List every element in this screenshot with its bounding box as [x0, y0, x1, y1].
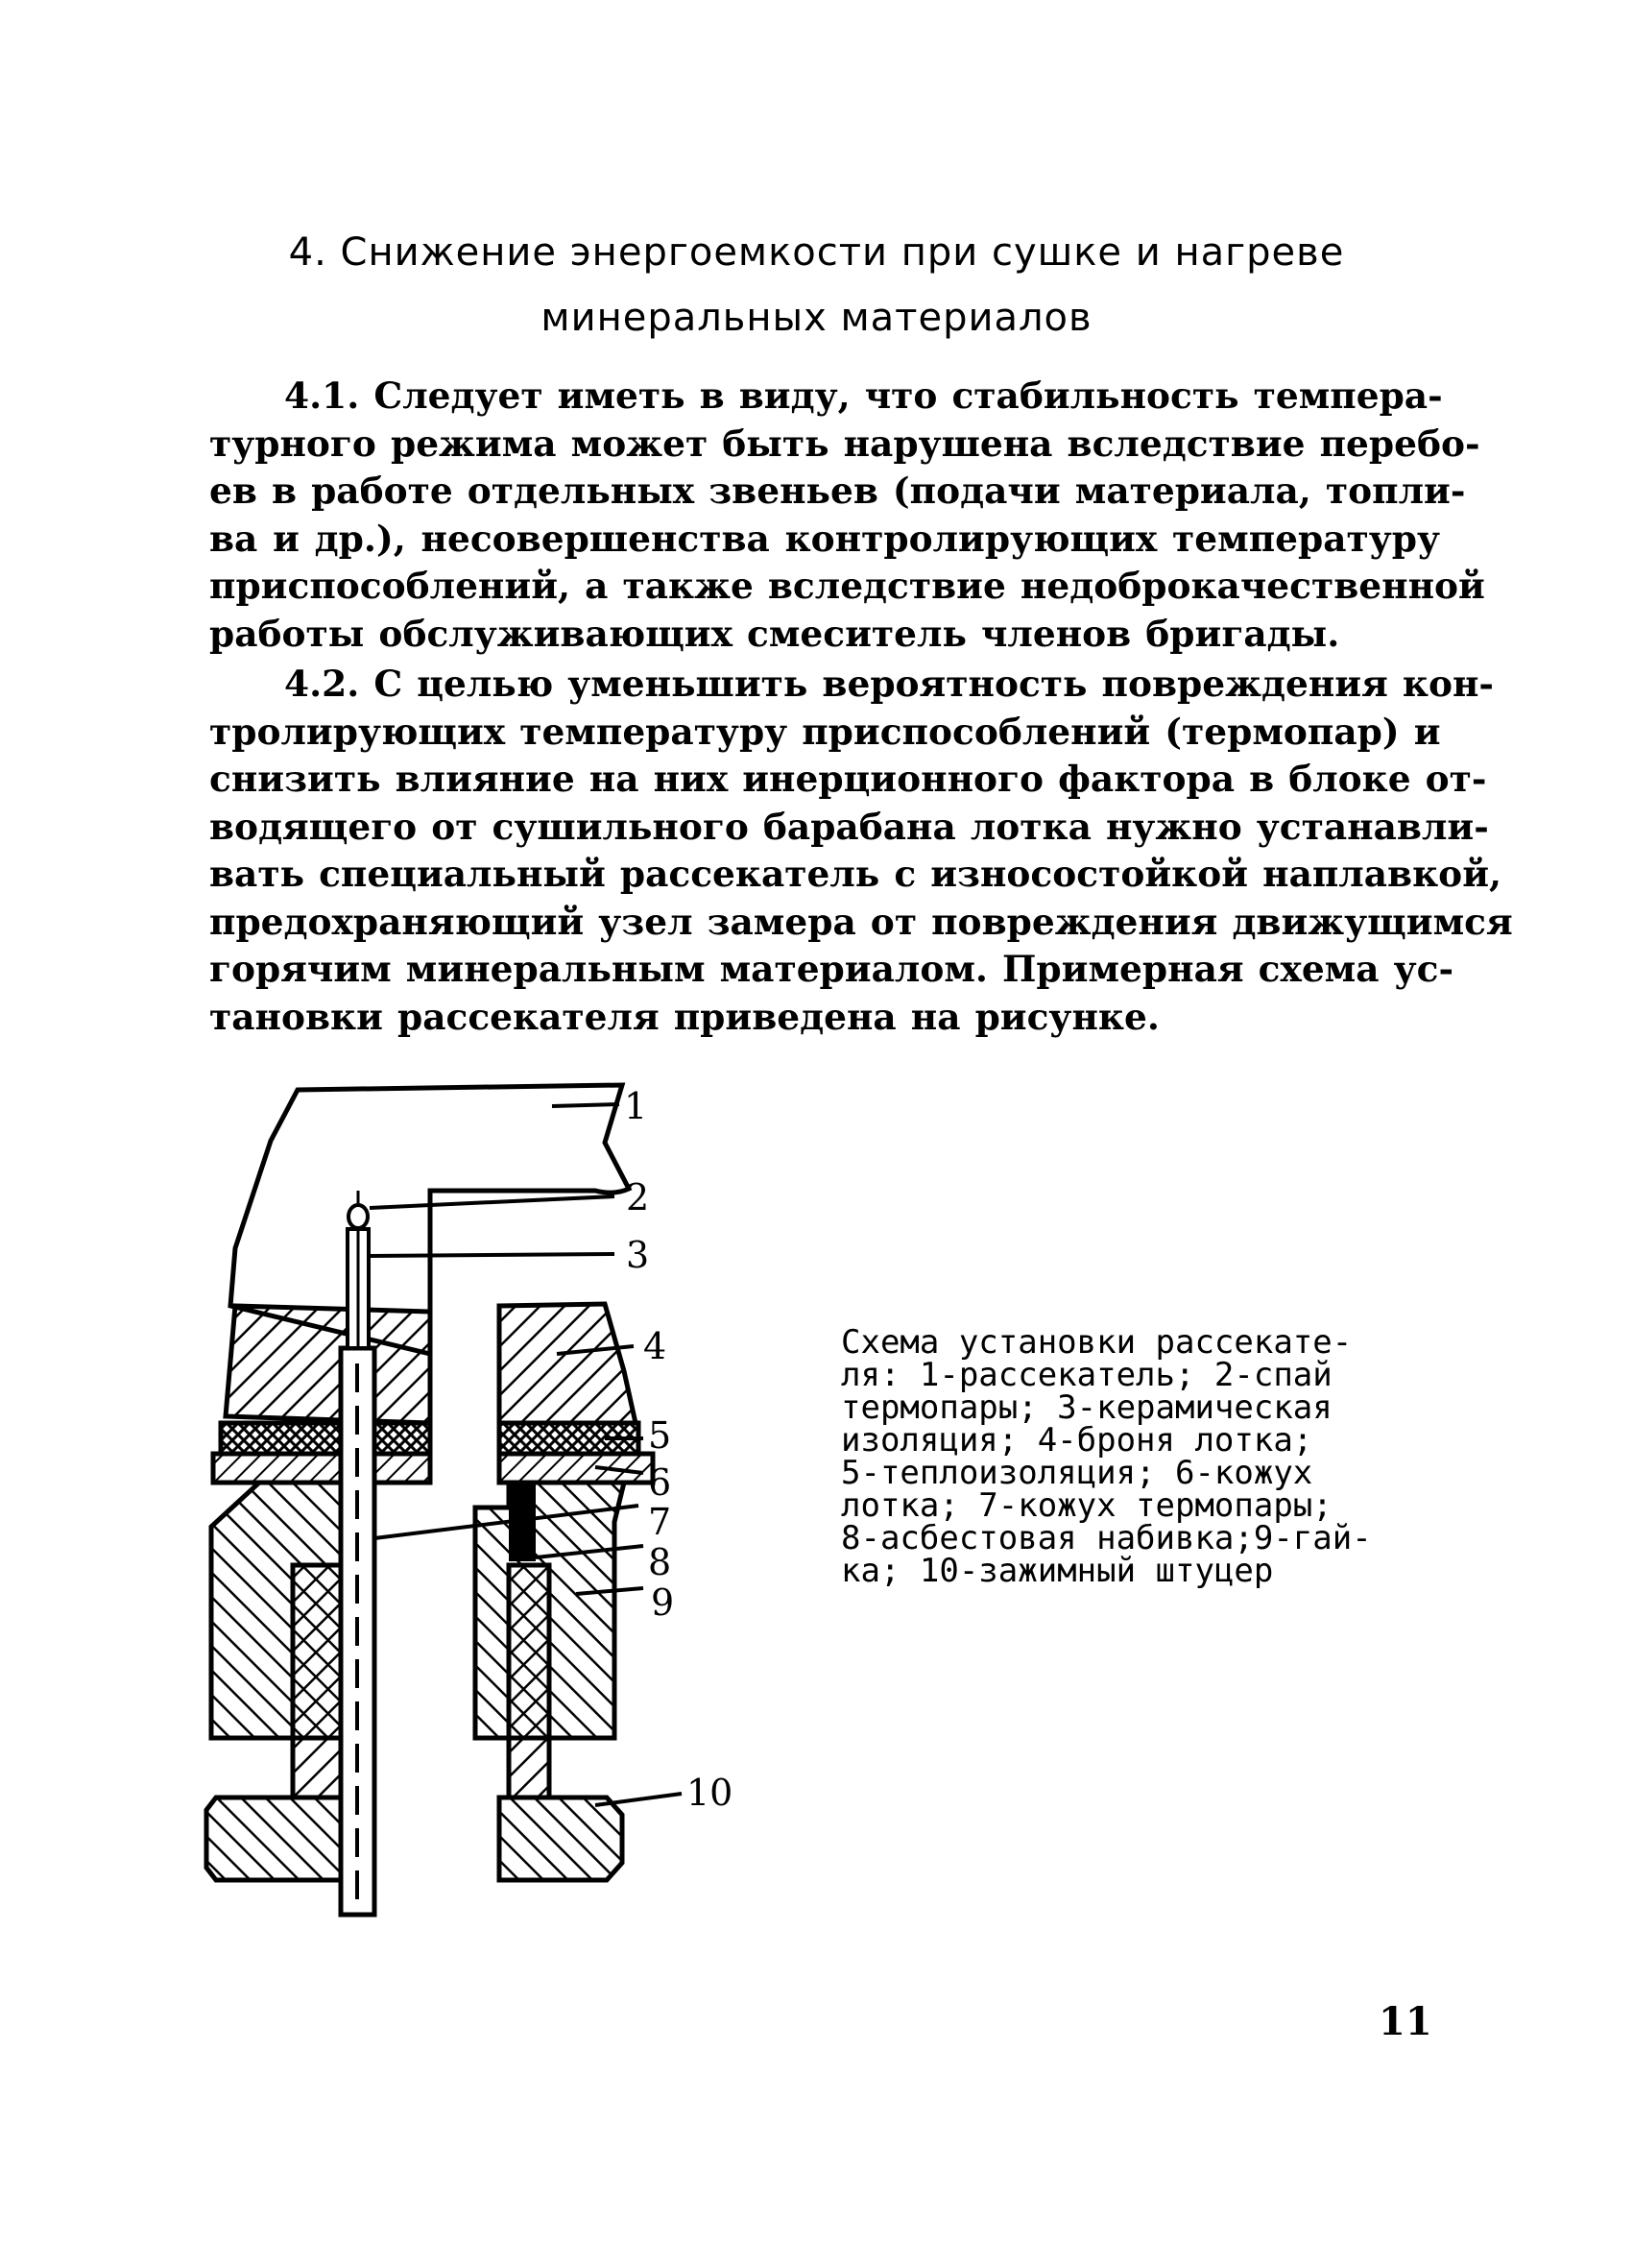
- thermal-insulation-part-5: [221, 1423, 430, 1454]
- part-label: 2: [626, 1176, 650, 1218]
- part-label: 1: [624, 1085, 648, 1127]
- paragraph-line: 4.1. Следует иметь в виду, что стабильность темпера-: [284, 374, 1443, 417]
- page-number: 11: [1379, 1999, 1432, 2044]
- caption-line: ля: 1-рассекатель; 2-спай: [841, 1356, 1333, 1394]
- splitter-installation-diagram: [192, 1066, 768, 1930]
- paragraph-line: 4.2. С целью уменьшить вероятность повреждения кон-: [284, 663, 1494, 705]
- paragraph-line: вать специальный рассекатель с износостойкой наплавкой,: [209, 853, 1502, 895]
- thermocouple-junction-part-2: [348, 1205, 368, 1228]
- paragraph-line: работы обслуживающих смеситель членов бригады.: [209, 612, 1340, 655]
- part-label: 7: [648, 1501, 672, 1543]
- caption-line: изоляция; 4-броня лотка;: [841, 1421, 1313, 1460]
- paragraph-line: турного режима может быть нарушена вследствие перебо-: [209, 422, 1480, 465]
- part-label: 6: [648, 1461, 672, 1504]
- part-label: 5: [648, 1414, 672, 1457]
- part-label: 10: [686, 1772, 733, 1814]
- section-title-line-2: минеральных материалов: [540, 296, 1093, 340]
- caption-line: термопары; 3-керамическая: [841, 1388, 1333, 1427]
- leader-line: [552, 1104, 619, 1106]
- paragraph-line: снизить влияние на них инерционного фактора в блоке от-: [209, 758, 1487, 800]
- clamping-fitting-part-10: [206, 1798, 341, 1880]
- clamping-fitting-sleeve: [293, 1565, 341, 1798]
- caption-line: лотка; 7-кожух термопары;: [841, 1486, 1333, 1525]
- leader-line: [370, 1254, 614, 1256]
- paragraph-line: водящего от сушильного барабана лотка нужно устанавли-: [209, 805, 1489, 848]
- caption-line: Схема установки рассекате-: [841, 1323, 1353, 1362]
- paragraph-line: предохраняющий узел замера от повреждения движущимся: [209, 900, 1513, 943]
- clamping-fitting-part-10: [499, 1798, 622, 1880]
- paragraph-line: ва и др.), несовершенства контролирующих температуру: [209, 517, 1440, 560]
- chute-armor-part-4: [226, 1306, 430, 1423]
- chute-armor-part-4: [499, 1304, 636, 1423]
- caption-line: 5-теплоизоляция; 6-кожух: [841, 1454, 1313, 1492]
- part-label: 4: [643, 1325, 667, 1367]
- clamping-fitting-sleeve: [509, 1565, 549, 1798]
- paragraph-4-1: [209, 373, 1485, 658]
- paragraph-line: приспособлений, а также вследствие недоброкачественной: [209, 565, 1485, 607]
- chute-casing-part-6: [213, 1454, 430, 1483]
- chute-casing-part-6: [499, 1454, 653, 1483]
- figure-caption: [841, 1323, 1455, 1590]
- paragraph-line: тановки рассекателя приведена на рисунке.: [209, 995, 1160, 1038]
- section-title-line-1: 4. Снижение энергоемкости при сушке и нагреве: [288, 230, 1345, 275]
- part-label: 3: [626, 1234, 650, 1276]
- paragraph-line: горячим минеральным материалом. Примерная схема ус-: [209, 948, 1454, 990]
- paragraph-4-2: [209, 661, 1513, 1041]
- part-label: 8: [648, 1541, 672, 1583]
- caption-line: ка; 10-зажимный штуцер: [841, 1552, 1274, 1590]
- caption-line: 8-асбестовая набивка;9-гай-: [841, 1519, 1372, 1557]
- paragraph-line: тролирующих температуру приспособлений (термопар) и: [209, 710, 1441, 753]
- part-label: 9: [651, 1581, 675, 1624]
- paragraph-line: ев в работе отдельных звеньев (подачи материала, топли-: [209, 470, 1466, 512]
